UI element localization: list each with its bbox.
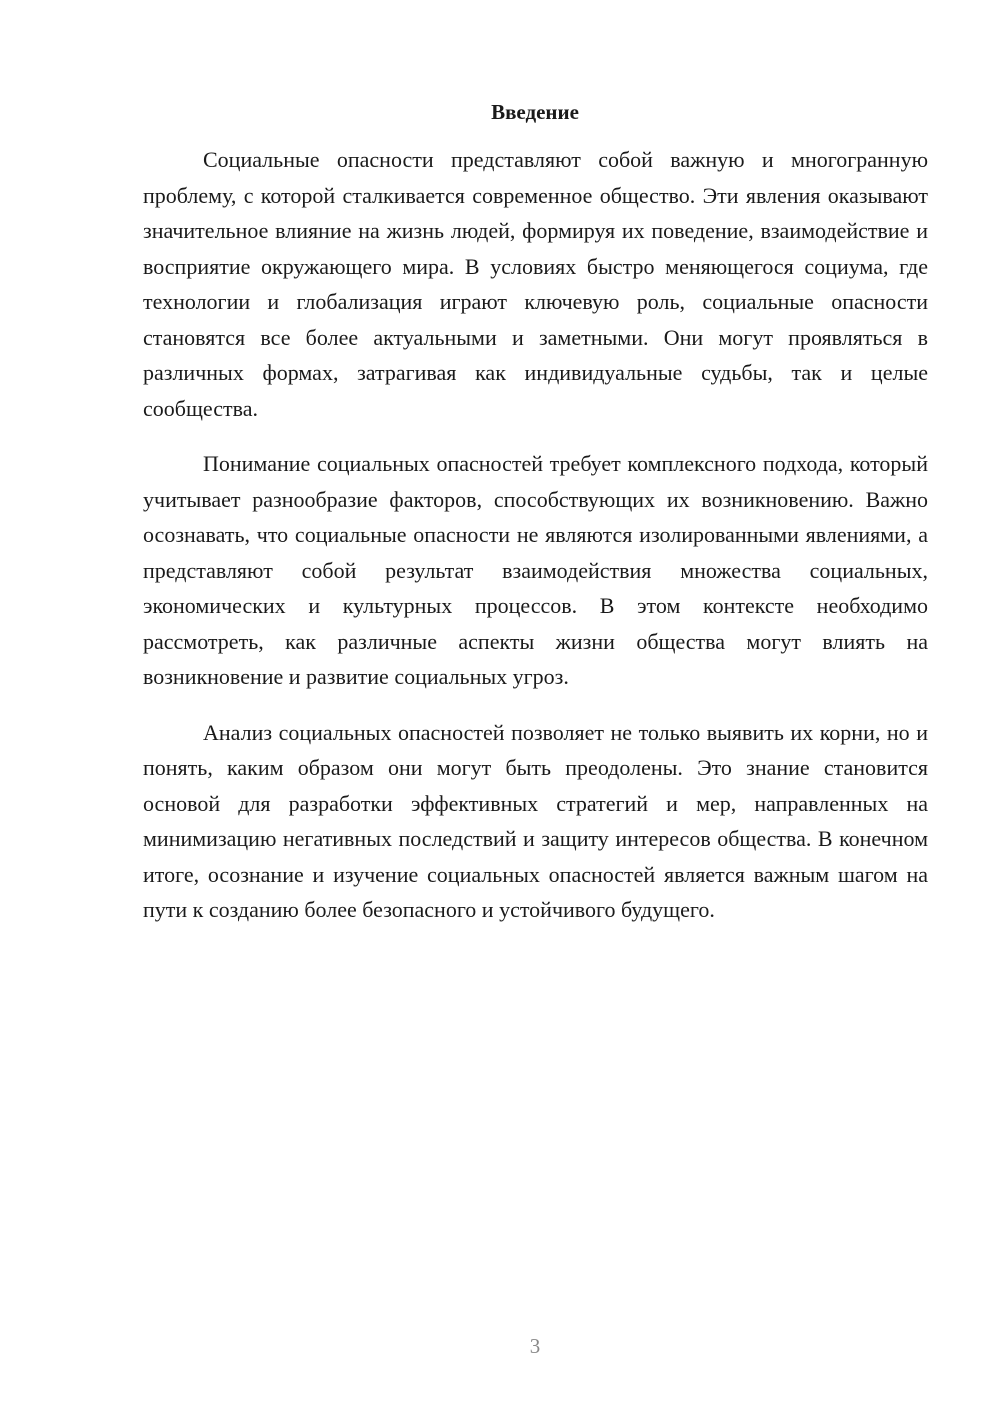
body-text	[143, 142, 928, 948]
section-title: Введение	[491, 100, 579, 124]
page-number: 3	[529, 1334, 541, 1358]
paragraph-2: Понимание социальных опасностей требует комплексного подхода, который учитывает разнообразие факторов, способствующих их возникновению. Важно осознавать, что социальные опасности не являются изолированными явлениями, а представляют собой результат взаимодействия множества социальных, экономических и культурных процессов. В этом контексте необходимо рассмотреть, как различные аспекты жизни общества могут влиять на возникновение и развитие социальных угроз.	[143, 451, 928, 689]
paragraph-1: Социальные опасности представляют собой важную и многогранную проблему, с которой сталкивается современное общество. Эти явления оказывают значительное влияние на жизнь людей, формируя их поведение, взаимодействие и восприятие окружающего мира. В условиях быстро меняющегося социума, где технологии и глобализация играют ключевую роль, социальные опасности становятся все более актуальными и заметными. Они могут проявляться в различных формах, затрагивая как индивидуальные судьбы, так и целые сообщества.	[143, 147, 928, 421]
paragraph-3: Анализ социальных опасностей позволяет не только выявить их корни, но и понять, каким образом они могут быть преодолены. Это знание становится основой для разработки эффективных стратегий и мер, направленных на минимизацию негативных последствий и защиту интересов общества. В конечном итоге, осознание и изучение социальных опасностей является важным шагом на пути к созданию более безопасного и устойчивого будущего.	[143, 719, 928, 922]
